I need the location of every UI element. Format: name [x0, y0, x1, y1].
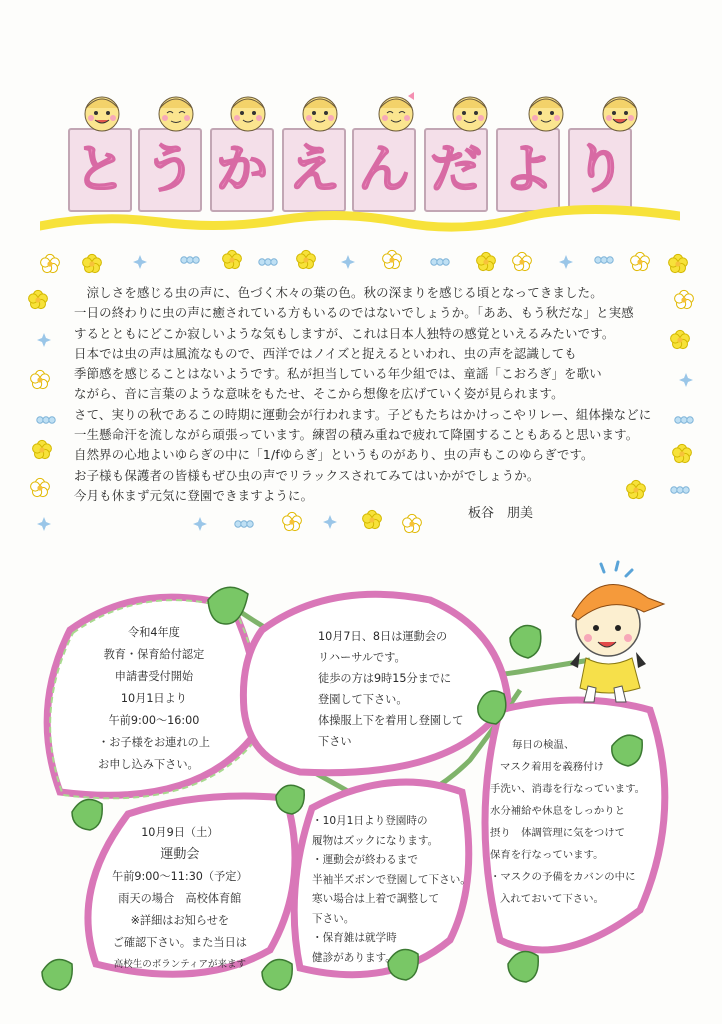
- child-illustration: [372, 88, 420, 136]
- child-illustration: [296, 88, 344, 136]
- flower-icon: [283, 512, 302, 530]
- leaf-line: ※詳細はお知らせを: [130, 914, 230, 927]
- flower-icon: [671, 487, 689, 493]
- flower-icon: [513, 252, 532, 270]
- flower-icon: [323, 515, 337, 529]
- title-char: え: [287, 140, 340, 200]
- leaf-line: 運動会: [160, 847, 200, 862]
- child-illustration: [152, 88, 200, 136]
- girl-illustration: [570, 562, 664, 702]
- flower-icon: [31, 370, 50, 388]
- flower-icon: [595, 257, 613, 263]
- flower-icon: [477, 252, 496, 270]
- flower-icon: [679, 373, 693, 387]
- yellow-wave-decoration: [40, 204, 680, 236]
- flower-icon: [675, 290, 694, 308]
- flower-icon: [259, 259, 277, 265]
- green-leaf-icon: [42, 960, 72, 991]
- flower-icon: [383, 250, 402, 268]
- leaf-line: ・運動会が終わるまで: [312, 854, 418, 866]
- leaf-line: リハーサルです。: [318, 651, 406, 664]
- leaf-line: ご確認下さい。また当日は: [112, 936, 247, 949]
- leaf-2-text: [318, 626, 463, 752]
- flower-icon: [133, 255, 147, 269]
- flower-icon: [631, 252, 650, 270]
- flower-icon: [193, 517, 207, 531]
- leaf-line: ・マスクの予備をカバンの中に: [490, 871, 636, 883]
- flower-icon: [675, 417, 693, 423]
- letter-line: 涼しさを感じる虫の声に、色づく木々の葉の色。秋の深まりを感じる頃となってきました。: [74, 285, 603, 300]
- leaf-line: 雨天の場合 高校体育館: [118, 892, 242, 905]
- green-leaf-icon: [262, 960, 292, 991]
- title-card: [138, 128, 202, 212]
- leaf-line: 10月9日（土）: [141, 826, 219, 839]
- child-illustration: [78, 88, 126, 136]
- letter-line: するとともにどこか寂しいような気もしますが、これは日本人独特の感覚といえるみたいです。: [74, 325, 615, 341]
- leaf-line: 履物はズックになります。: [312, 834, 439, 847]
- title-card: [210, 128, 274, 212]
- flower-icon: [31, 478, 50, 496]
- child-illustration: [446, 88, 494, 136]
- leaf-line: 保育を行なっています。: [490, 849, 604, 861]
- leaf-line: 入れておいて下さい。: [500, 893, 604, 905]
- flower-icon: [671, 330, 690, 348]
- leaf-line: 下さい: [318, 735, 352, 748]
- flower-icon: [235, 521, 253, 527]
- green-leaf-icon: [72, 800, 102, 831]
- leaf-line: 申請書受付開始: [114, 670, 194, 683]
- flower-icon: [37, 517, 51, 531]
- title-char: か: [215, 140, 268, 200]
- leaf-line: 午前9:00～11:30（予定）: [112, 870, 248, 883]
- flower-icon: [41, 254, 60, 272]
- leaf-line: 健診があります。: [312, 951, 396, 964]
- flower-icon: [341, 255, 355, 269]
- flower-icon: [33, 440, 52, 458]
- flower-icon: [297, 250, 316, 268]
- title-card: [568, 128, 632, 212]
- green-leaf-icon: [510, 626, 541, 659]
- leaf-line: ・10月1日より登園時の: [312, 815, 428, 827]
- letter-line: 一生懸命汗を流しながら頑張っています。練習の積み重ねで疲れて降園することもあると思います。: [74, 427, 639, 443]
- leaf-line: 教育・保育給付認定: [103, 648, 205, 661]
- title-card: [352, 128, 416, 212]
- letter-line: お子様も保護者の皆様もぜひ虫の声でリラックスされてみてはいかがでしょうか。: [74, 467, 540, 483]
- letter-line: ながら、音に言葉のような意味をもたせ、そこから想像を広げていく姿が見られます。: [74, 386, 564, 402]
- green-leaf-icon: [508, 952, 538, 983]
- flower-icon: [403, 514, 422, 532]
- leaf-line: 寒い場合は上着で調整して: [312, 893, 440, 905]
- flower-icon: [559, 255, 573, 269]
- letter-body: [74, 283, 664, 506]
- leaf-line: 毎日の検温、: [512, 739, 575, 751]
- leaf-line: 令和4年度: [128, 626, 180, 639]
- title-char: り: [573, 140, 626, 200]
- leaf-line: お申し込み下さい。: [98, 758, 199, 771]
- leaf-5-text: [490, 734, 645, 910]
- flower-icon: [181, 257, 199, 263]
- letter-line: 日本では虫の声は風流なもので、西洋ではノイズと捉えるといわれ、虫の声を認識しても: [74, 345, 577, 361]
- letter-line: 季節感を感じることはないようです。私が担当している年少組では、童謡「こおろぎ」を歌い: [74, 366, 602, 382]
- title-card: [496, 128, 560, 212]
- leaf-line: 下さい。: [312, 912, 355, 925]
- green-leaf-icon: [276, 785, 304, 814]
- green-leaf-icon: [208, 587, 248, 624]
- leaf-line: 登園して下さい。: [318, 693, 408, 706]
- flower-icon: [83, 254, 102, 272]
- flower-icon: [223, 250, 242, 268]
- leaf-line: 半袖半ズボンで登園して下さい。: [312, 873, 471, 886]
- leaf-line: 徒歩の方は9時15分までに: [318, 672, 452, 685]
- flower-icon: [669, 254, 688, 272]
- flower-icon: [29, 290, 48, 308]
- letter-line: 自然界の心地よいゆらぎの中に「1/fゆらぎ」というものがあり、虫の声もこのゆらぎです。: [74, 447, 594, 463]
- title-card: [68, 128, 132, 212]
- flower-icon: [673, 444, 692, 462]
- title-char: ん: [357, 140, 410, 200]
- leaf-3-text: [112, 822, 248, 976]
- flower-icon: [37, 333, 51, 347]
- leaf-4-text: [312, 812, 471, 968]
- leaf-line: マスク着用を義務付け: [500, 761, 604, 773]
- title-char: う: [143, 140, 196, 200]
- child-illustration: [596, 88, 644, 136]
- letter-line: さて、実りの秋であるこの時期に運動会が行われます。子どもたちはかけっこやリレー、組体操などに: [74, 406, 652, 422]
- leaf-1-text: [98, 622, 210, 776]
- signature: 板谷 朋美: [468, 506, 534, 521]
- letter-line: 一日の終わりに虫の声に癒されている方もいるのではないでしょうか。「ああ、もう秋だな」と実感: [74, 305, 634, 321]
- title-char: だ: [429, 140, 482, 200]
- leaf-line: 午前9:00～16:00: [108, 714, 200, 727]
- title-char: よ: [501, 140, 554, 200]
- leaf-line: 摂り 体調管理に気をつけて: [490, 827, 626, 839]
- leaf-line: ・お子様をお連れの上: [98, 736, 210, 749]
- leaf-line: 10月7日、8日は運動会の: [318, 630, 448, 643]
- leaf-line: ・保育雑は就学時: [312, 932, 397, 944]
- leaf-line: 10月1日より: [120, 692, 187, 705]
- leaf-line: 体操服上下を着用し登園して: [318, 714, 464, 727]
- child-illustration: [522, 88, 570, 136]
- flower-icon: [37, 417, 55, 423]
- letter-line: 今月も休まず元気に登園できますように。: [74, 487, 314, 503]
- title-card: [424, 128, 488, 212]
- child-illustration: [224, 88, 272, 136]
- flower-icon: [363, 510, 382, 528]
- leaf-line: 高校生のボランティアが来ます: [113, 959, 246, 970]
- leaf-line: 手洗い、消毒を行なっています。: [490, 783, 646, 795]
- title-card: [282, 128, 346, 212]
- flower-icon: [431, 259, 449, 265]
- title-char: と: [73, 140, 126, 200]
- leaf-line: 水分補給や休息をしっかりと: [490, 805, 626, 817]
